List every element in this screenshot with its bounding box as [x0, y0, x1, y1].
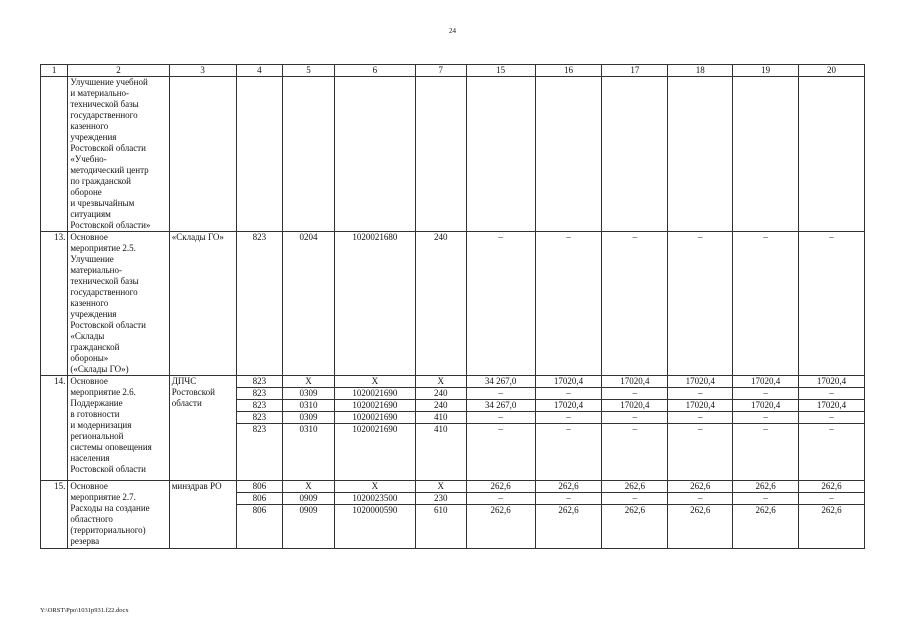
value-cell: 17020,4 [799, 400, 865, 412]
grbs-code: 806 [236, 505, 283, 549]
value-cell: – [466, 232, 535, 376]
value-cell: – [668, 388, 733, 400]
grbs-code: 823 [236, 376, 283, 388]
expense-type-code: 410 [415, 424, 466, 481]
page-number: 24 [449, 27, 456, 35]
value-cell: – [733, 388, 799, 400]
grbs-code: 806 [236, 481, 283, 493]
value-cell: – [466, 424, 535, 481]
value-cell: – [733, 493, 799, 505]
value-cell: 17020,4 [535, 400, 602, 412]
col-header: 5 [283, 65, 335, 77]
value-cell: 17020,4 [668, 376, 733, 388]
expense-type-code: 610 [415, 505, 466, 549]
value-cell: 262,6 [535, 505, 602, 549]
grbs-code: 823 [236, 232, 283, 376]
col-header: 4 [236, 65, 283, 77]
table-row [41, 232, 865, 376]
value-cell: 262,6 [602, 505, 668, 549]
value-cell: – [733, 424, 799, 481]
value-cell: 17020,4 [602, 400, 668, 412]
value-cell: 262,6 [535, 481, 602, 493]
value-cell: – [602, 493, 668, 505]
col-header: 19 [733, 65, 799, 77]
expense-type-code: 240 [415, 400, 466, 412]
budget-table [40, 64, 865, 549]
value-cell: – [535, 412, 602, 424]
value-cell: – [668, 493, 733, 505]
row-number: 14. [41, 376, 68, 481]
value-cell: – [602, 388, 668, 400]
value-cell: – [799, 493, 865, 505]
section-code: 0909 [283, 493, 335, 505]
value-cell: – [466, 493, 535, 505]
value-cell: – [668, 412, 733, 424]
executor: «Склады ГО» [169, 232, 236, 376]
value-cell: 262,6 [799, 505, 865, 549]
grbs-code: 823 [236, 424, 283, 481]
value-cell: – [733, 412, 799, 424]
col-header: 17 [602, 65, 668, 77]
value-cell: – [466, 388, 535, 400]
activity-name: Улучшение учебной и материально- технической базы государственного казенного учреждения Ростовской области «Учебно- методический центр по гражданской обороне и чрезвычайным ситуациям Ростовской области» [68, 77, 169, 232]
value-cell: 262,6 [799, 481, 865, 493]
value-cell: 17020,4 [733, 376, 799, 388]
target-article-code: 1020023500 [334, 493, 415, 505]
col-header: 3 [169, 65, 236, 77]
col-header: 20 [799, 65, 865, 77]
expense-type-code: Х [415, 481, 466, 493]
value-cell: – [668, 424, 733, 481]
value-cell: 262,6 [668, 481, 733, 493]
value-cell: 17020,4 [535, 376, 602, 388]
grbs-code: 823 [236, 388, 283, 400]
row-number [41, 77, 68, 232]
value-cell: 262,6 [466, 481, 535, 493]
value-cell: – [733, 232, 799, 376]
expense-type-code: Х [415, 376, 466, 388]
section-code: Х [283, 481, 335, 493]
value-cell: 262,6 [733, 505, 799, 549]
value-cell: 34 267,0 [466, 400, 535, 412]
expense-type-code: 230 [415, 493, 466, 505]
target-article-code: Х [334, 481, 415, 493]
row-number: 15. [41, 481, 68, 549]
value-cell: 17020,4 [602, 376, 668, 388]
value-cell: 17020,4 [799, 376, 865, 388]
file-path-footer: Y:\ORST\Ppo\1031p931.f22.docx [40, 607, 129, 614]
value-cell: 262,6 [733, 481, 799, 493]
value-cell: – [602, 232, 668, 376]
value-cell: – [668, 232, 733, 376]
grbs-code: 806 [236, 493, 283, 505]
value-cell: 17020,4 [733, 400, 799, 412]
target-article-code: Х [334, 376, 415, 388]
value-cell: 262,6 [466, 505, 535, 549]
value-cell: – [799, 412, 865, 424]
col-header: 18 [668, 65, 733, 77]
value-cell: – [799, 232, 865, 376]
section-code: 0204 [283, 232, 335, 376]
col-header: 7 [415, 65, 466, 77]
expense-type-code: 410 [415, 412, 466, 424]
col-header: 15 [466, 65, 535, 77]
grbs-code: 823 [236, 400, 283, 412]
target-article-code: 1020021690 [334, 412, 415, 424]
col-header: 6 [334, 65, 415, 77]
section-code: 0309 [283, 412, 335, 424]
target-article-code: 1020021690 [334, 388, 415, 400]
value-cell: – [466, 412, 535, 424]
row-number: 13. [41, 232, 68, 376]
value-cell: 262,6 [602, 481, 668, 493]
table-row [41, 481, 865, 493]
table-row [41, 77, 865, 232]
section-code: 0310 [283, 424, 335, 481]
value-cell: 262,6 [668, 505, 733, 549]
target-article-code: 1020000590 [334, 505, 415, 549]
grbs-code: 823 [236, 412, 283, 424]
expense-type-code: 240 [415, 388, 466, 400]
value-cell: 17020,4 [668, 400, 733, 412]
value-cell: – [535, 232, 602, 376]
activity-name: Основное мероприятие 2.5. Улучшение материально- технической базы государственного казенного учреждения Ростовской области «Склады гражданской обороны» («Склады ГО») [68, 232, 169, 376]
value-cell: – [535, 424, 602, 481]
table-header-row [41, 65, 865, 77]
col-header: 1 [41, 65, 68, 77]
value-cell: – [535, 493, 602, 505]
value-cell: – [799, 424, 865, 481]
executor: минздрав РО [169, 481, 236, 549]
section-code: 0309 [283, 388, 335, 400]
value-cell: – [535, 388, 602, 400]
target-article-code: 1020021680 [334, 232, 415, 376]
table-row [41, 376, 865, 388]
section-code: Х [283, 376, 335, 388]
expense-type-code: 240 [415, 232, 466, 376]
activity-name: Основное мероприятие 2.7. Расходы на создание областного (территориального) резерва [68, 481, 169, 549]
value-cell: 34 267,0 [466, 376, 535, 388]
target-article-code: 1020021690 [334, 400, 415, 412]
value-cell: – [799, 388, 865, 400]
col-header: 16 [535, 65, 602, 77]
executor [169, 77, 236, 232]
col-header: 2 [68, 65, 169, 77]
section-code: 0310 [283, 400, 335, 412]
executor: ДПЧС Ростовской области [169, 376, 236, 481]
activity-name: Основное мероприятие 2.6. Поддержание в готовности и модернизация региональной системы оповещения населения Ростовской области [68, 376, 169, 481]
value-cell: – [602, 424, 668, 481]
target-article-code: 1020021690 [334, 424, 415, 481]
section-code: 0909 [283, 505, 335, 549]
value-cell: – [602, 412, 668, 424]
